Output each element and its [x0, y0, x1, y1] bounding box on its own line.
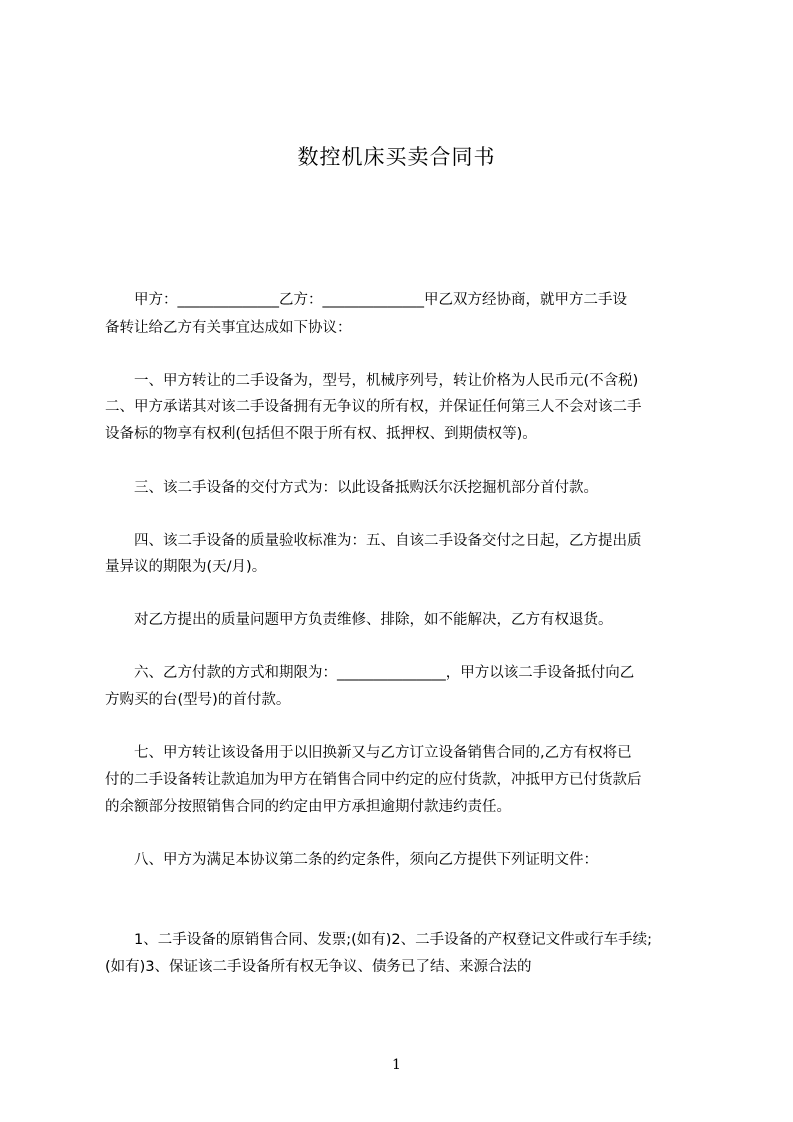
clause-8-line: 八、甲方为满足本协议第二条的约定条件，须向乙方提供下列证明文件：	[105, 852, 598, 868]
quality-issue-line: 对乙方提出的质量问题甲方负责维修、排除，如不能解决，乙方有权退货。	[105, 612, 613, 628]
clause-2-line-2: 设备标的物享有权利(包括但不限于所有权、抵押权、到期债权等)。	[105, 426, 537, 442]
clause-7-line-1: 七、甲方转让该设备用于以旧换新又与乙方订立设备销售合同的,乙方有权将已	[105, 745, 632, 761]
paragraph-parties-line-1: 甲方：______________乙方：______________甲乙双方经协商，就甲方二手设	[105, 292, 627, 308]
clause-7-line-2: 付的二手设备转让款追加为甲方在销售合同中约定的应付货款，冲抵甲方已付货款后	[105, 772, 642, 788]
paragraph-parties-line-2: 备转让给乙方有关事宜达成如下协议：	[105, 320, 352, 336]
clause-4-5-line-2: 量异议的期限为(天/月)。	[105, 559, 267, 575]
clause-3-line: 三、该二手设备的交付方式为：以此设备抵购沃尔沃挖掘机部分首付款。	[105, 480, 598, 496]
clause-6-line-2: 方购买的台(型号)的首付款。	[105, 692, 291, 708]
documents-list-line-1: 1、二手设备的原销售合同、发票;(如有)2、二手设备的产权登记文件或行车手续;	[105, 932, 653, 948]
clause-4-5-line-1: 四、该二手设备的质量验收标准为：五、自该二手设备交付之日起，乙方提出质	[105, 533, 642, 549]
documents-list-line-2: (如有)3、保证该二手设备所有权无争议、债务已了结、来源合法的	[105, 959, 532, 975]
document-title: 数控机床买卖合同书	[297, 145, 496, 169]
clause-6-line-1: 六、乙方付款的方式和期限为：_______________，甲方以该二手设备抵付向乙	[105, 665, 635, 681]
clause-1-line: 一、甲方转让的二手设备为，型号，机械序列号，转让价格为人民币元(不含税)	[105, 373, 639, 389]
clause-7-line-3: 的余额部分按照销售合同的约定由甲方承担逾期付款违约责任。	[105, 799, 511, 815]
clause-2-line-1: 二、甲方承诺其对该二手设备拥有无争议的所有权，并保证任何第三人不会对该二手	[105, 399, 642, 415]
page-number: 1	[392, 1057, 401, 1073]
